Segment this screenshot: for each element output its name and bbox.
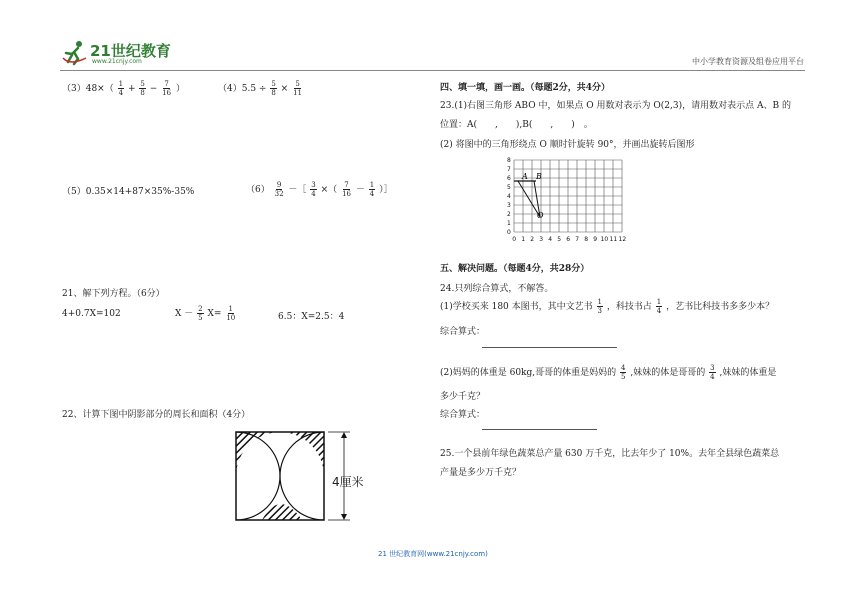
runner-logo-icon <box>62 40 88 66</box>
point-o-label: O <box>537 211 544 220</box>
answer-line-2[interactable] <box>482 421 597 430</box>
grid-y-label: 8 <box>507 157 511 164</box>
grid-y-label: 1 <box>507 220 511 227</box>
section-5-title: 五、解决问题。（每题4分，共28分） <box>440 264 590 274</box>
grid-x-label: 6 <box>566 236 571 243</box>
grid-y-label: 5 <box>507 184 511 191</box>
platform-name: 中小学教育资源及组卷应用平台 <box>692 57 804 66</box>
question-4: （4）5.5 ÷ $\frac{5}{8}$ × $\frac{5}{11}$ <box>218 80 303 97</box>
grid-x-label: 9 <box>593 236 598 243</box>
grid-y-label: 6 <box>507 175 511 182</box>
question-3: （3）48×（ $\frac{1}{4}$ + $\frac{5}{8}$ − $\frac{7}{16}$ ） <box>62 80 185 97</box>
logo-sub: www.21cnjy.com <box>92 58 142 65</box>
grid-y-label: 2 <box>507 211 511 218</box>
question-23-line2: 位置：A( , ),B( , ) 。 <box>440 120 593 130</box>
coordinate-grid <box>506 156 646 256</box>
footer-text: 21 世纪教育网(www.21cnjy.com) <box>378 550 488 558</box>
grid-y-label: 7 <box>507 166 511 173</box>
logo-text: 21世纪教育 <box>90 42 171 60</box>
grid-x-label: 1 <box>521 236 526 243</box>
grid-y-label: 3 <box>507 202 511 209</box>
grid-x-label: 7 <box>575 236 580 243</box>
dimension-label: 4厘米 <box>332 475 364 489</box>
answer-line-1[interactable] <box>482 339 617 348</box>
formula-label-2: 综合算式： <box>440 410 486 420</box>
question-24-1: (1)学校买来 180 本图书，其中文艺书 $\frac{1}{3}$ ，科技书占 $\frac{1}{4}$ ，艺书比科技书多多少本？ <box>440 298 775 315</box>
question-25-line2: 产量是多少万千克？ <box>440 468 522 478</box>
question-24-2-line2: 多少千克？ <box>440 392 486 402</box>
question-21-title: 21、解下列方程。（6分） <box>62 289 165 299</box>
header-rule <box>60 70 805 71</box>
grid-y-label: 0 <box>507 229 511 236</box>
section-4-title: 四、填一填，画一画。（每题2分，共4分） <box>440 83 611 93</box>
question-24-title: 24.只列综合算式，不解答。 <box>440 284 554 294</box>
point-a-label: A <box>522 172 528 181</box>
formula-label-1: 综合算式： <box>440 327 486 337</box>
grid-x-label: 11 <box>609 236 618 243</box>
grid-x-label: 4 <box>548 236 553 243</box>
site-logo <box>62 38 172 68</box>
grid-x-label: 2 <box>530 236 535 243</box>
equation-2: X － $\frac{2}{5}$ X= $\frac{1}{10}$ <box>175 305 236 322</box>
question-22-title: 22、计算下图中阴影部分的周长和面积（4分） <box>62 410 251 420</box>
question-6: （6） $\frac{9}{32}$ －［ $\frac{3}{4}$ ×（ $\frac{7}{16}$ － $\frac{1}{4}$ ）］ <box>246 181 393 198</box>
grid-x-label: 12 <box>618 236 627 243</box>
grid-x-label: 10 <box>600 236 609 243</box>
grid-x-label: 3 <box>539 236 544 243</box>
point-b-label: B <box>536 172 542 181</box>
grid-x-label: 8 <box>584 236 589 243</box>
grid-y-label: 4 <box>507 193 511 200</box>
question-24-2: (2)妈妈的体重是 60kg,哥哥的体重是妈妈的 $\frac{4}{5}$ ,妹妹的体是哥哥的 $\frac{3}{4}$ ,妹妹的体重是 <box>440 364 777 381</box>
equation-1: 4+0.7X=102 <box>62 309 121 319</box>
equation-3: 6.5：X=2.5：4 <box>278 312 345 322</box>
question-23-part2: (2) 将图中的三角形绕点 O 顺时针旋转 90°，并画出旋转后图形 <box>440 140 695 150</box>
grid-x-label: 0 <box>512 236 517 243</box>
question-5: （5）0.35×14+87×35%-35% <box>62 187 195 197</box>
question-25-line1: 25.一个县前年绿色蔬菜总产量 630 万千克，比去年少了 10%。去年全县绿色蔬菜总 <box>440 449 780 459</box>
grid-x-label: 5 <box>557 236 562 243</box>
question-23-line1: 23.(1)右图三角形 ABO 中，如果点 O 用数对表示为 O(2,3)，请用数对表示点 A、B 的 <box>440 101 791 111</box>
